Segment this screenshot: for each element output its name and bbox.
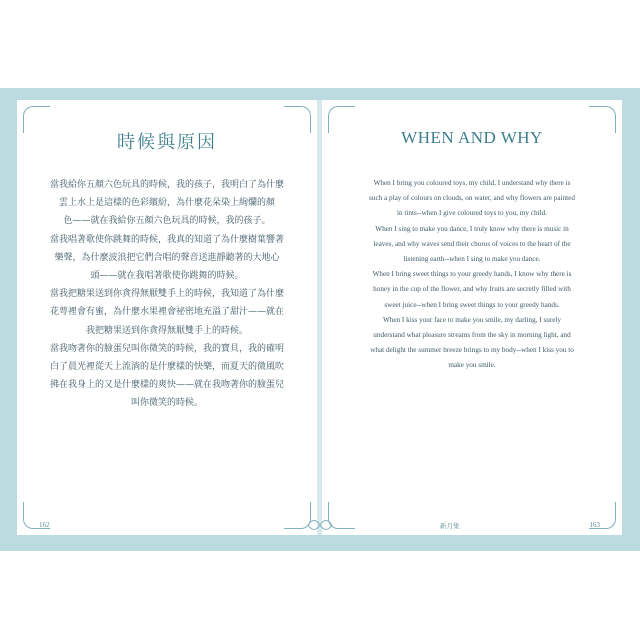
poem-line: 當我把糖果送到你貪得無厭雙手上的時候，我知道了為什麼 [49, 289, 284, 300]
left-page [17, 100, 317, 535]
poem-line: 花萼裡會有蜜，為什麼水果裡會祕密地充溢了甜汁——就在 [49, 307, 284, 318]
poem-line: honey in the cup of the flower, and why fruits are secretly filled with [373, 285, 571, 294]
poem-line: When I sing to make you dance, I truly know why there is music in [375, 224, 569, 233]
page-number-left: 162 [39, 521, 50, 529]
poem-line: 白了晨光裡從天上流淌的是什麼樣的快樂，而夏天的微風吹 [49, 362, 284, 373]
poem-line: When I kiss your face to make you smile, my darling, I surely [382, 315, 562, 324]
poem-line: leaves, and why waves send their chorus of voices to the heart of the [373, 239, 571, 248]
poem-line: 雲上水上是這樣的色彩繽紛，為什麼花朵染上絢爛的顏 [58, 198, 275, 209]
poem-line: understand what pleasure streams from the sky in morning light, and [373, 331, 571, 340]
poem-line: 色——就在我給你五顏六色玩具的時候，我的孩子。 [63, 216, 271, 227]
poem-line: When I bring you coloured toys, my child, I understand why there is [373, 179, 571, 187]
poem-line: 當我吻著你的臉蛋兒叫你微笑的時候，我的寶貝，我的確明 [49, 343, 284, 354]
right-page [322, 100, 622, 535]
page-title-english: WHEN AND WHY [401, 128, 543, 147]
poem-line: 當我給你五顏六色玩具的時候，我的孩子，我明白了為什麼 [49, 180, 284, 190]
poem-line: such a play of colours on clouds, on water, and why flowers are painted [369, 194, 575, 203]
running-head: 新月集 [440, 522, 460, 530]
poem-line: sweet juice--when I bring sweet things to your greedy hands. [384, 300, 560, 309]
bottom-flourish-icon [306, 518, 334, 532]
poem-line: 頭——就在我唱著歌使你跳舞的時候。 [90, 271, 244, 282]
page-number-right: 163 [589, 521, 600, 529]
poem-line: make you smile. [448, 361, 496, 370]
poem-line: what delight the summer breeze brings to my body--when I kiss you to [370, 346, 574, 355]
poem-line: listening earth--when I sing to make you dance. [403, 255, 541, 264]
poem-text-english [334, 176, 610, 374]
poem-line: When I bring sweet things to your greedy hands, I know why there is [372, 270, 572, 279]
poem-line: 我把糖果送到你貪得無厭雙手上的時候。 [85, 325, 248, 336]
poem-text-chinese [29, 176, 305, 413]
poem-line: 當我唱著歌使你跳舞的時候，我真的知道了為什麼樹葉響著 [49, 234, 284, 245]
poem-line: in tints--when I give coloured toys to you, my child. [397, 209, 547, 218]
poem-line: 樂聲，為什麼波浪把它們合唱的聲音送進靜聽著的大地心 [54, 252, 280, 263]
poem-line: 拂在我身上的又是什麼樣的爽快——就在我吻著你的臉蛋兒 [49, 380, 284, 391]
poem-line: 叫你微笑的時候。 [130, 398, 203, 409]
page-title-chinese: 時候與原因 [117, 132, 217, 153]
